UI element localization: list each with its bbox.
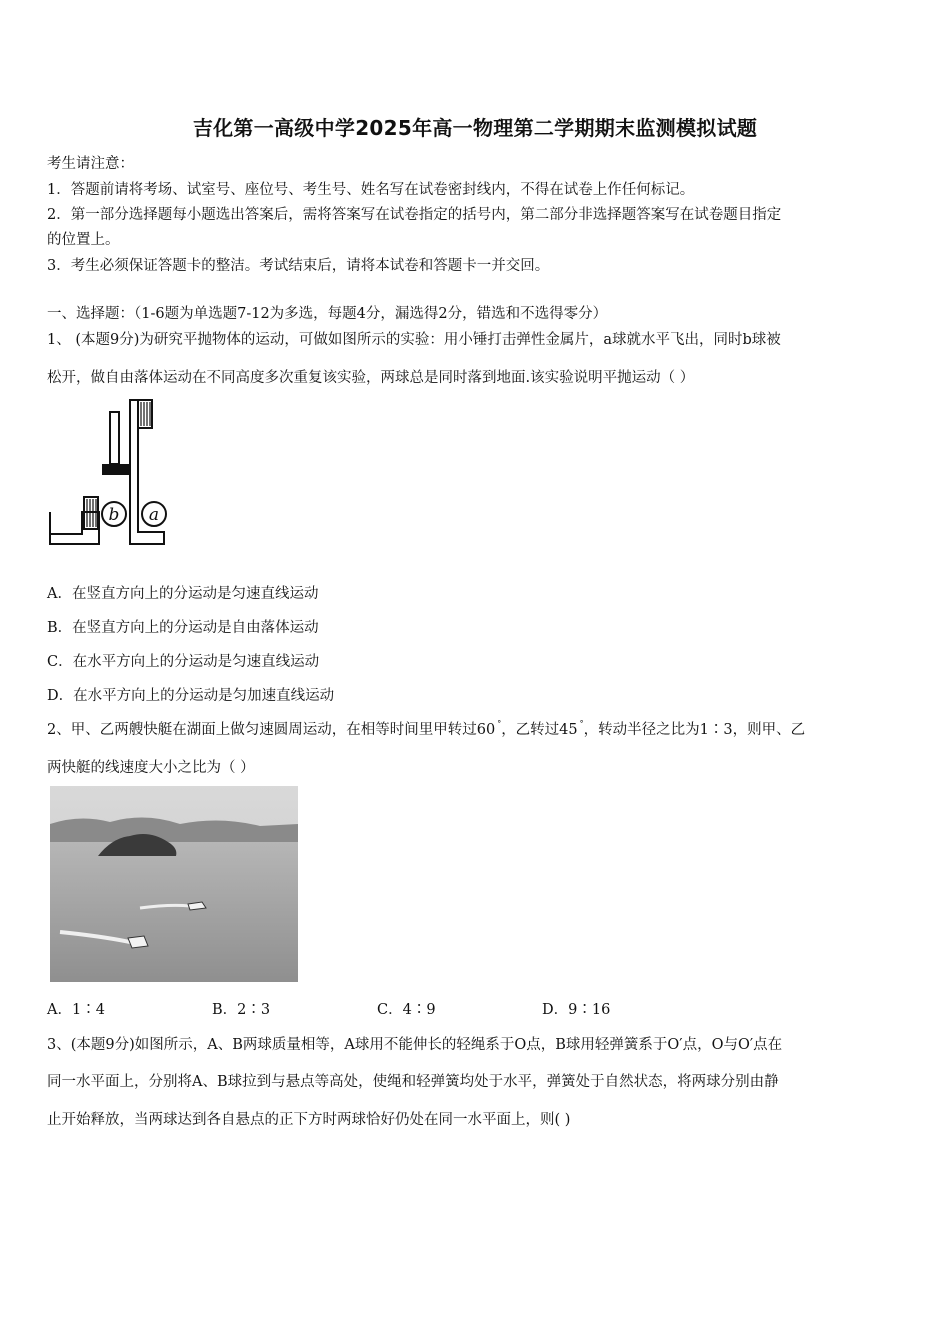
q1-text-line1: 1、 (本题9分)为研究平抛物体的运动，可做如图所示的实验：用小锤打击弹性金属片，a球就水平飞出，同时b球被: [47, 332, 781, 348]
q1-apparatus-figure: [44, 394, 174, 549]
notice-item-2: 2．第一部分选择题每小题选出答案后，需将答案写在试卷指定的括号内，第二部分非选择题答案写在试卷题目指定: [47, 207, 782, 223]
q1-text-line2: 松开，做自由落体运动在不同高度多次重复该实验，两球总是同时落到地面.该实验说明平抛运动（ ）: [47, 370, 695, 386]
q2-option-c: C．4∶9: [377, 1002, 436, 1018]
section-heading: 一、选择题：（1-6题为单选题7-12为多选，每题4分，漏选得2分，错选和不选得零分）: [47, 306, 608, 322]
notice-item-2-cont: 的位置上。: [47, 232, 120, 248]
notice-item-1: 1．答题前请将考场、试室号、座位号、考生号、姓名写在试卷密封线内，不得在试卷上作任何标记。: [47, 182, 695, 198]
q3-text-line1: 3、(本题9分)如图所示，A、B两球质量相等，A球用不能伸长的轻绳系于O点，B球用轻弹簧系于O′点，O与O′点在: [47, 1037, 783, 1053]
notice-heading: 考生请注意：: [47, 156, 134, 172]
hammer-head: [102, 464, 130, 475]
ball-b-label: b: [108, 505, 120, 525]
q1-option-a: A．在竖直方向上的分运动是匀速直线运动: [47, 586, 319, 602]
page-title: 吉化第一高级中学2025年高一物理第二学期期末监测模拟试题: [192, 116, 758, 140]
q1-option-c: C．在水平方向上的分运动是匀速直线运动: [47, 654, 320, 670]
q3-text-line3: 止开始释放，当两球达到各自悬点的正下方时两球恰好仍处在同一水平面上，则( ): [47, 1112, 571, 1128]
q2-option-a: A．1∶4: [47, 1002, 105, 1018]
q2-text-line1: 2、甲、乙两艘快艇在湖面上做匀速圆周运动，在相等时间里甲转过60 °，乙转过45 °，转动半径之比为1∶3，则甲、乙: [47, 719, 806, 738]
q1-option-d: D．在水平方向上的分运动是匀加速直线运动: [47, 688, 335, 704]
q2-option-d: D．9∶16: [542, 1002, 611, 1018]
boat-1: [188, 902, 206, 910]
hammer-shaft: [110, 412, 119, 464]
notice-item-3: 3．考生必须保证答题卡的整洁。考试结束后，请将本试卷和答题卡一并交回。: [47, 258, 550, 274]
q3-text-line2: 同一水平面上，分别将A、B球拉到与悬点等高处，使绳和轻弹簧均处于水平，弹簧处于自然状态，将两球分别由静: [47, 1074, 779, 1090]
q2-lake-photo: [50, 786, 298, 982]
boat-2: [128, 936, 148, 948]
ball-a-label: a: [148, 505, 160, 525]
q2-option-b: B．2∶3: [212, 1002, 271, 1018]
q1-option-b: B．在竖直方向上的分运动是自由落体运动: [47, 620, 319, 636]
q2-text-line2: 两快艇的线速度大小之比为（ ）: [47, 760, 255, 776]
